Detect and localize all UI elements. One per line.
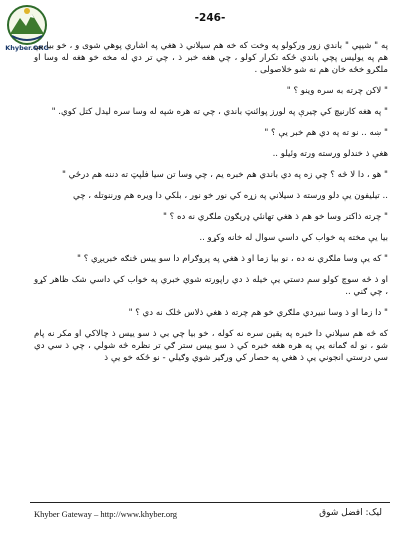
paragraph: هغې ذ خندلو ورسته ورته وئيلو .. [272,149,388,159]
logo-text: Khyber.ORG [5,44,49,52]
paragraph: " هو ، دا لا څه ؟ چي زه په دي باندي هم خبره يم ، چي وسا تن سيا فلپټ ته دننه هم درځي " [61,170,388,180]
paragraph: " چرته ذاکتر وسا خو هم ذ هغي تهانئي ډريګون ملګري نه ده ؟ " [162,212,388,222]
paragraph: بيا يې مخته په خواب کي داسي سوال له خانه وکړو .. [199,233,388,243]
paragraph: او ذ څه سوچ کولو سم دستي يې خيله ذ دي راپورته شوي خبري په خواب کي داسي شک ظاهر کړو ، چي ګني .. [34,275,388,297]
paragraph: " ښه .. نو ته په دي هم خبر يې ؟ " [264,128,388,138]
body-text [34,40,388,373]
paragraph: په " شيپي " باندي زور ورکولو په وخت که خه هم سيلاني ذ هغي په اشاري پوهي شوی و ، خو بيا يې هم په يوليس پچي باندي ځکه تکرار کولو ، چي هغه خبر ذ ، چي تر دي له مخه خو هغه له وسا او ملګرو خځه خان هم نه شو خلاصولی . [34,41,388,75]
paragraph: .. تيليفون يې دلو ورسته ذ سيلاني په زړه کي نور خو نور ، بلکي دا ويره هم ورننوتله ، چي [73,191,388,201]
footer-divider [30,502,390,503]
paragraph: که څه هم سيلاني دا خبره په يقين سره نه کوله ، خو بيا چي بي ذ سو ييس ذ چالاکي او مکر نه پام شو ، نو له ګمانه يې په هره هغه خبره کي ذ سو ييس ستر ګي تر نظره څه شولي ، چي ذ سي دي سي درستي انجوني يې ذ هغي په حصار کي ورګير شوي وګيلي - نو ځکه خو يې ذ [34,329,388,363]
paragraph: " لاکن چرته به سره وينو ؟ " [286,86,388,96]
paragraph: " که يې وسا ملګري نه ده ، نو بيا زما او ذ هغي په پروګرام دا سو ييس څنګه خبريږي ؟ " [77,254,388,264]
footer-source: Khyber Gateway – http://www.khyber.org [34,509,178,519]
paragraph: " په هغه کارنيچ کي چيرې په لورز پوائنټ باندي ، چي ته هره شپه له وسا سره ليدل کتل کوي. " [51,107,388,117]
paragraph: " دا زما او ذ وسا نبيردي ملګري خو هم چرته ذ هغي ذلاس څلک نه دي ؟ " [128,308,388,318]
page-number: -246- [194,12,226,24]
footer-author: ليک: افضل شوق [319,508,382,518]
